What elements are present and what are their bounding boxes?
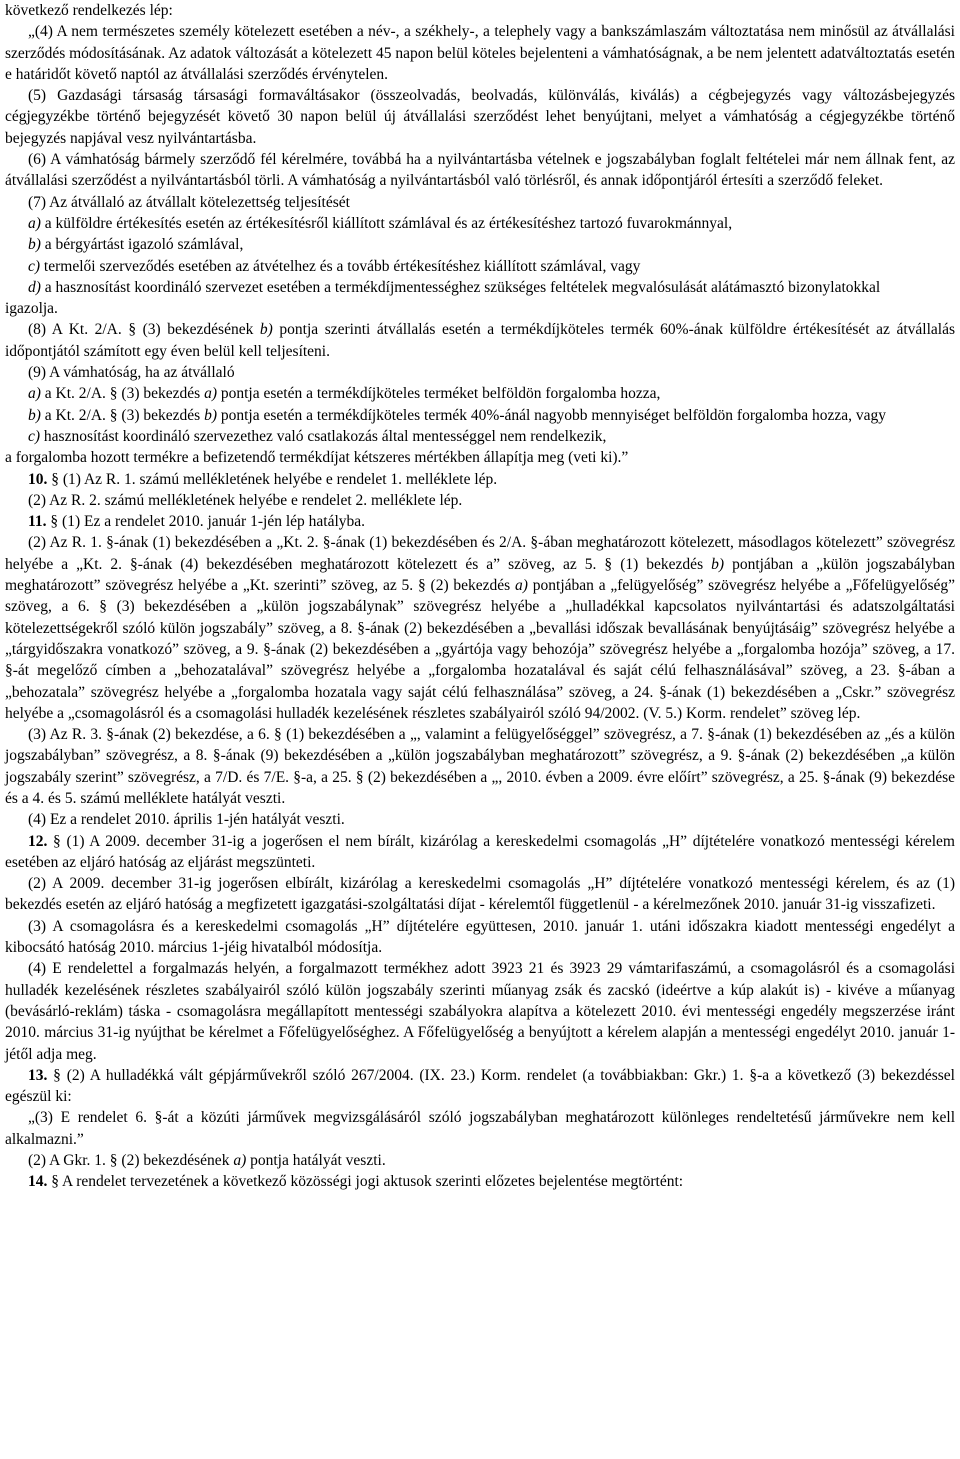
paragraph <box>5 21 955 85</box>
paragraph-text: a bérgyártást igazoló számlával, <box>40 236 244 254</box>
point-label: b) <box>28 406 41 424</box>
point-label: b) <box>259 321 273 339</box>
paragraph <box>5 405 955 426</box>
paragraph-text: a Kt. 2/A. § (3) bekezdés <box>40 406 205 424</box>
paragraph-text: § (1) A 2009. december 31-ig a jogerősen el nem bírált, kizárólag a kereskedelmi csomagolás „H” díjtételére vonatkozó mentességi kérelem esetében az eljáró hatóság az eljárást megszünteti. <box>5 832 955 871</box>
paragraph-text: pontja esetén a termékdíjköteles termék 40%-ánál nagyobb mennyiséget belföldön forgalomba hozza, vagy <box>216 406 886 424</box>
point-label: a) <box>515 577 528 595</box>
paragraph-text: pontjában a „külön jogszabályban meghatározott” szövegrész helyébe a „Kt. szerinti” szöveg, az 5. § (2) bekezdés <box>5 555 955 595</box>
paragraph <box>5 447 955 468</box>
paragraph <box>5 1171 955 1192</box>
point-label: a) <box>28 385 41 403</box>
paragraph <box>5 277 955 298</box>
point-label: b) <box>204 406 217 424</box>
paragraph-text: (8) A Kt. 2/A. § (3) bekezdésének <box>28 321 260 339</box>
paragraph <box>5 831 955 874</box>
paragraph-text: (2) Az R. 2. számú mellékletének helyébe e rendelet 2. melléklete lép. <box>28 491 463 509</box>
paragraph <box>5 511 955 532</box>
paragraph-text: pontjában a „felügyelőség” szövegrész helyébe a „Főfelügyelőség” szöveg, a 6. § (3) bekezdésében a „külön jogszabálynak” szövegrész helyébe a „hulladékkal kapcsolatos nyilvántartási és adatszolgáltatási kötelezettségekről szóló külön jogszabály” szöveg, a 8. §-ának (2) bekezdésében a „bevallási időszak bevallásának benyújtásáig” szövegrész helyébe a „tárgyidőszakra vonatkozó” szöveg, a 9. §-ának (2) bekezdésében a „gyártója vagy behozója” szövegrész helyébe a „forgalomba hozója” szöveg, a 17. §-át megelőző címben a „behozatalával” szövegrész helyébe a „forgalomba hozatalával és saját célú felhasználásával” szöveg, a 23. §-ában a „behozatala” szövegrész helyébe a „forgalomba hozatala vagy saját célú felhasználása” szöveg, a 24. §-ának (1) bekezdésében a „Cskr.” szövegrész helyébe a „csomagolásról és a csomagolási hulladék kezelésének részletes szabályairól szóló 94/2002. (V. 5.) Korm. rendelet” szöveg lép. <box>5 577 955 722</box>
point-label: b) <box>711 555 725 573</box>
section-number: 14. <box>28 1173 48 1191</box>
paragraph <box>5 490 955 511</box>
paragraph-text: (7) Az átvállaló az átvállalt kötelezettség teljesítését <box>28 193 350 211</box>
paragraph-text: a Kt. 2/A. § (3) bekezdés <box>40 385 205 403</box>
paragraph <box>5 1107 955 1150</box>
paragraph-text: (4) E rendelettel a forgalmazás helyén, a forgalmazott termékhez adott 3923 21 és 3923 29 vámtarifaszámú, a csomagolásról és a csomagolási hulladék kezelésének részletes szabályairól szóló külön jogszabály szerinti műanyag zsák és zacskó (ideértve a kúp alakút is) - kivéve a műanyag (bevásárló-reklám) táska - csomagolásra megállapított mentességi szabályokra alapítva a kötelezett 2010. évi mentességi engedély megszerzése iránt 2010. március 31-ig nyújthat be kérelmet a Főfelügyelőséghez. A Főfelügyelőség a benyújtott a kérelem alapján a mentességi engedélyt 2010. január 1-jétől adja meg. <box>5 960 955 1063</box>
point-label: c) <box>28 257 41 275</box>
paragraph-text: (3) A csomagolásra és a kereskedelmi csomagolás „H” díjtételére együttesen, 2010. január 1. utáni időszakra kiadott mentességi engedélyt a kibocsátó hatóság 2010. március 1-jéig hivatalból módosítja. <box>5 917 955 957</box>
paragraph-text: (4) Ez a rendelet 2010. április 1-jén hatályát veszti. <box>28 811 345 829</box>
section-number: 11. <box>28 513 47 531</box>
paragraph <box>5 234 955 255</box>
paragraph <box>5 916 955 959</box>
paragraph-text: termelői szerveződés esetében az átvételhez és a tovább értékesítéshez kiállított számlával, vagy <box>40 257 641 275</box>
paragraph <box>5 362 955 383</box>
paragraph-text: (2) A 2009. december 31-ig jogerősen elbírált, kizárólag a kereskedelmi csomagolás „H” díjtételére vonatkozó mentességi kérelem, és az (1) bekezdés esetén az eljáró hatóság a megfizetett igazgatási-szolgáltatási díjat - kérelemtől függetlenül - a kérelmezőnek 2010. január 31-ig visszafizeti. <box>5 875 955 914</box>
paragraph-text: a külföldre értékesítés esetén az értékesítésről kiállított számlával és az értékesítéshez tartozó fuvarokmánnyal, <box>40 214 733 232</box>
paragraph-text: (6) A vámhatóság bármely szerződő fél kérelmére, továbbá ha a nyilvántartásba vételnek e jogszabályban foglalt feltételei már nem állnak fent, az átvállalási szerződést a nyilvántartásból törli. A vámhatóság a nyilvántartásból való törlésről, és annak időpontjáról értesíti a szerződő feleket. <box>5 151 955 190</box>
paragraph-text: következő rendelkezés lép: <box>5 2 173 19</box>
point-label: a) <box>28 214 41 232</box>
section-number: 10. <box>28 470 48 488</box>
paragraph <box>5 85 955 149</box>
paragraph <box>5 873 955 916</box>
paragraph <box>5 213 955 234</box>
point-label: a) <box>204 385 217 403</box>
paragraph-text: (2) Az R. 1. §-ának (1) bekezdésében a „Kt. 2. §-ának (1) bekezdésében és 2/A. §-ában meghatározott kötelezett, másodlagos kötelezett” szövegrész helyébe a „Kt. 2. §-ának (4) bekezdésében meghatározott kötelezett és a” szöveg, az 5. § (1) bekezdés <box>5 534 955 573</box>
paragraph-text: § (2) A hulladékká vált gépjárművekről szóló 267/2004. (IX. 23.) Korm. rendelet (a továbbiakban: Gkr.) 1. §-a a következő (3) bekezdéssel egészül ki: <box>5 1066 955 1106</box>
paragraph <box>5 809 955 830</box>
paragraph <box>5 426 955 447</box>
paragraph <box>5 192 955 213</box>
point-label: d) <box>28 278 41 296</box>
paragraph-text: igazolja. <box>5 300 58 318</box>
paragraph <box>5 958 955 1064</box>
paragraph <box>5 383 955 404</box>
paragraph <box>5 149 955 192</box>
paragraph <box>5 1150 955 1171</box>
paragraph-text: pontja hatályát veszti. <box>246 1152 386 1170</box>
paragraph-text: (3) Az R. 3. §-ának (2) bekezdése, a 6. § (1) bekezdésében a „, valamint a felügyelőséggel” szövegrész, a 7. §-ának (1) bekezdésében az „és a külön jogszabályban” szövegrész, a 8. §-ának (9) bekezdésében a „külön jogszabályban meghatározott” szövegrész, a 9. §-ának (2) bekezdésében „a külön jogszabály szerint” szövegrész, a 7/D. és 7/E. §-a, a 25. § (2) bekezdésében a „, 2010. évben a 2009. évre előírt” szövegrész, a 25. §-ának (9) bekezdése és a 4. és 5. számú melléklete hatályát veszti. <box>5 726 955 807</box>
section-number: 12. <box>28 832 48 850</box>
paragraph <box>5 256 955 277</box>
paragraph <box>5 724 955 809</box>
document-page <box>5 0 955 1193</box>
paragraph-text: hasznosítást koordináló szervezethez való csatlakozás által mentességgel nem rendelkezik, <box>40 427 607 445</box>
paragraph-text: „(3) E rendelet 6. §-át a közúti járművek megvizsgálásáról szóló jogszabályban meghatározott különleges rendeltetésű járművekre nem kell alkalmazni.” <box>5 1109 955 1148</box>
paragraph-text: § (1) Az R. 1. számú mellékletének helyébe e rendelet 1. melléklete lép. <box>47 470 498 488</box>
point-label: c) <box>28 427 41 445</box>
paragraph-text: (2) A Gkr. 1. § (2) bekezdésének <box>28 1152 234 1170</box>
paragraph-text: § A rendelet tervezetének a következő közösségi jogi aktusok szerinti előzetes bejelentése megtörtént: <box>47 1173 684 1191</box>
paragraph <box>5 532 955 724</box>
point-label: a) <box>233 1152 247 1170</box>
paragraph-text: pontja szerinti átvállalás esetén a termékdíjköteles termék 60%-ának külföldre értékesítését az átvállalás időpontjától számított egy éven belül kell teljesíteni. <box>5 321 955 360</box>
paragraph-text: a hasznosítást koordináló szervezet esetében a termékdíjmentességhez szükséges feltételek megvalósulását alátámasztó bizonylatokkal <box>40 278 881 296</box>
point-label: b) <box>28 236 41 254</box>
paragraph-text: a forgalomba hozott termékre a befizetendő termékdíjat kétszeres mértékben állapítja meg (veti ki).” <box>5 449 629 467</box>
paragraph-text: § (1) Ez a rendelet 2010. január 1-jén lép hatályba. <box>46 513 366 531</box>
paragraph <box>5 469 955 490</box>
paragraph <box>5 298 955 319</box>
paragraph-text: „(4) A nem természetes személy kötelezett esetében a név-, a székhely-, a telephely vagy a bankszámlaszám változtatása nem minősül az átvállalási szerződés módosításának. Az adatok változását a kötelezett 45 napon belül köteles bejelenteni a vámhatóságnak, a be nem jelentett adatváltoztatás esetén e határidőt követő naptól az átvállalási szerződés érvénytelen. <box>5 23 955 83</box>
paragraph <box>5 0 955 21</box>
paragraph-text: pontja esetén a termékdíjköteles terméket belföldön forgalomba hozza, <box>216 385 661 403</box>
paragraph-text: (5) Gazdasági társaság társasági formaváltásakor (összeolvadás, beolvadás, különválás, kiválás) a cégbejegyzés vagy változásbejegyzés cégjegyzékbe történő bejegyzését követő 30 napon belül új átvállalási szerződést lehet benyújtani, melyet a vámhatóság a cégjegyzékbe történő bejegyzés napjával vesz nyilvántartásba. <box>5 87 955 147</box>
paragraph-text: (9) A vámhatóság, ha az átvállaló <box>28 364 235 382</box>
paragraph <box>5 1065 955 1108</box>
paragraph <box>5 319 955 362</box>
section-number: 13. <box>28 1066 48 1084</box>
